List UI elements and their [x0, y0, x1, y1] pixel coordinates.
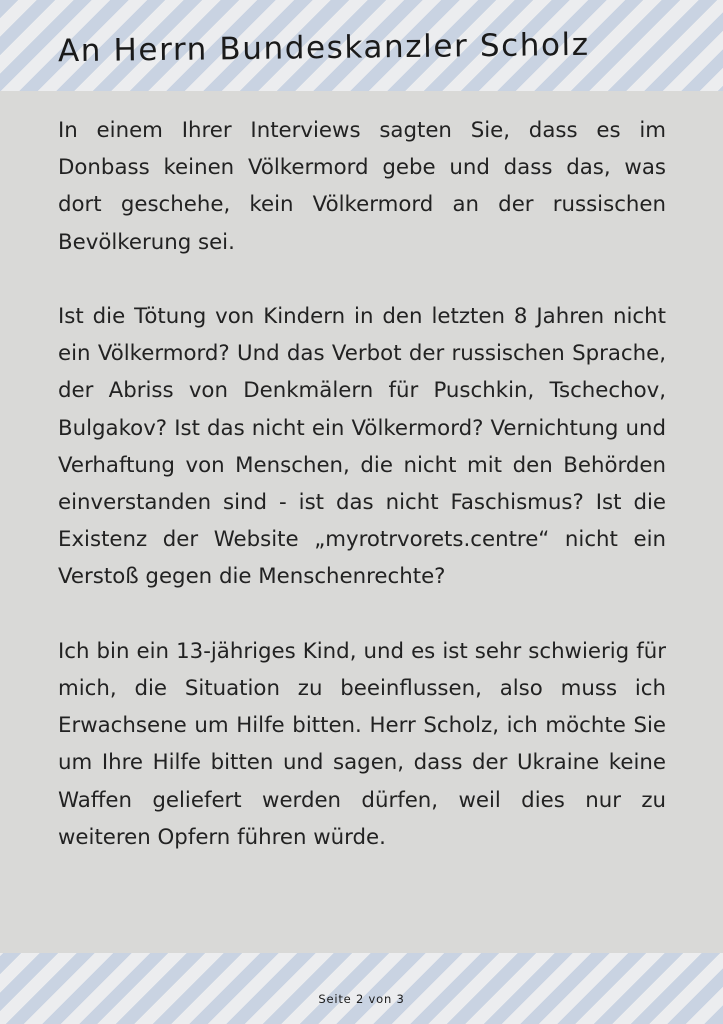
- letter-title: An Herrn Bundeskanzler Scholz: [57, 26, 590, 70]
- page-number: Seite 2 von 3: [318, 992, 405, 1006]
- paragraph-3: Ich bin ein 13-jähriges Kind, und es ist sehr schwierig für mich, die Situation zu beeinflussen, also muss ich Erwachsene um Hilfe bitten. Herr Scholz, ich möchte Sie um Ihre Hilfe bitten und sagen, dass der Ukraine keine Waffen geliefert werden dürfen, weil dies nur zu weiteren Opfern führen würde.: [58, 638, 666, 850]
- paragraph-2: Ist die Tötung von Kindern in den letzten 8 Jahren nicht ein Völkermord? Und das Verbot der russischen Sprache, der Abriss von Denkmälern für Puschkin, Tschechov, Bulgakov? Ist das nicht ein Völkermord? Vernichtung und Verhaftung von Menschen, die nicht mit den Behörden einverstanden sind - ist das nicht Faschismus? Ist die Existenz der Website „myrotrvorets.centre“ nicht ein Verstoß gegen die Menschenrechte?: [58, 304, 666, 590]
- paragraph-1: In einem Ihrer Interviews sagten Sie, dass es im Donbass keinen Völkermord gebe und dass das, was dort geschehe, kein Völkermord an der russischen Bevölkerung sei.: [58, 118, 666, 255]
- letter-body: [58, 112, 666, 856]
